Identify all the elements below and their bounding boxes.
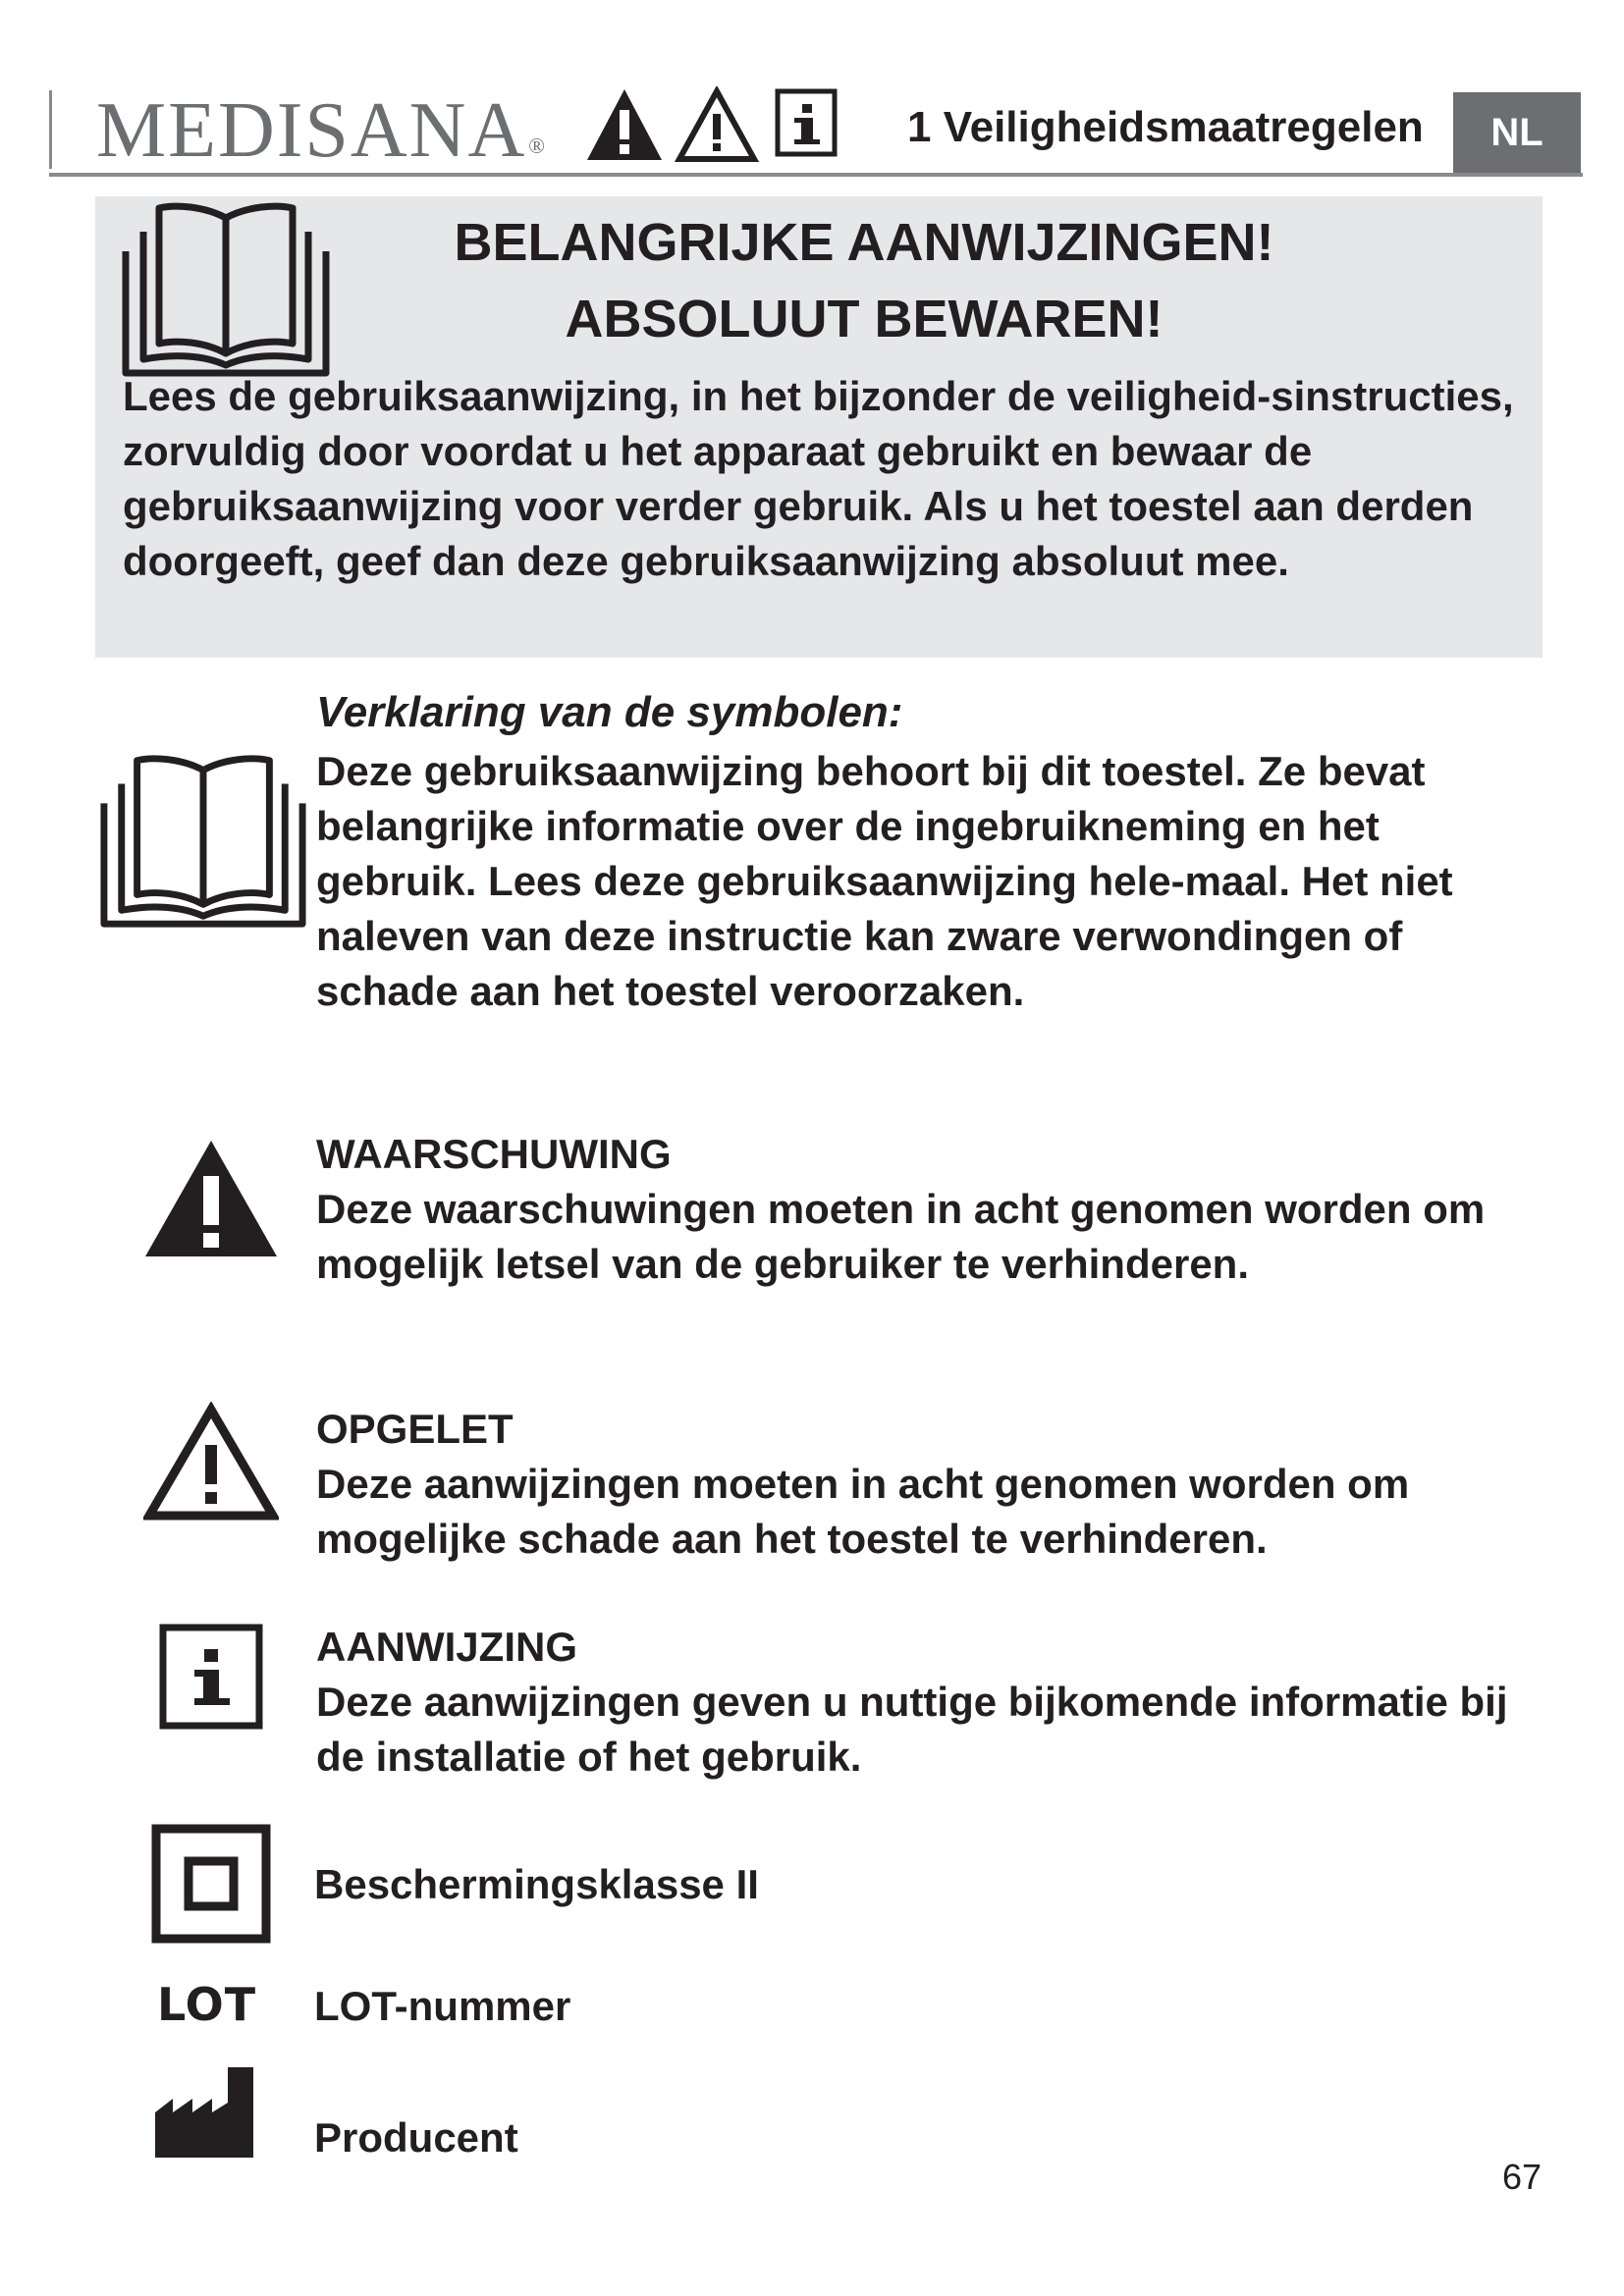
manufacturer-label: Producent bbox=[314, 2114, 518, 2161]
notice-heading-line2: ABSOLUUT BEWAREN! bbox=[565, 290, 1164, 348]
warning-filled-icon bbox=[587, 89, 662, 160]
warning-filled-icon bbox=[143, 1139, 279, 1258]
notice-body-text: Lees de gebruiksaanwijzing, in het bijzonder de veiligheid-sinstructies, zorvuldig door voordat u het apparaat gebruikt en bewaar de gebruiksaanwijzing voor verder gebruik. Als u het toestel aan derden doorgeeft, geef dan deze gebruiksaanwijzing absoluut mee. bbox=[123, 373, 1514, 584]
info-title: AANWIJZING bbox=[316, 1624, 577, 1670]
lot-label: LOT-nummer bbox=[314, 1983, 571, 2029]
lot-icon: LOT bbox=[157, 1978, 257, 2031]
notice-heading-line1: BELANGRIJKE AANWIJZINGEN! bbox=[454, 213, 1274, 272]
info-icon bbox=[778, 91, 835, 154]
chapter-title: 1 Veiligheidsmaatregelen bbox=[907, 103, 1424, 151]
manual-book-icon bbox=[118, 196, 334, 378]
symbols-heading: Verklaring van de symbolen: bbox=[316, 688, 903, 736]
caution-outline-icon bbox=[143, 1402, 279, 1522]
caution-title: OPGELET bbox=[316, 1406, 514, 1452]
language-tab: NL bbox=[1453, 92, 1581, 173]
info-description: Deze aanwijzingen geven u nuttige bijkomende informatie bij de installatie of het gebruik. bbox=[316, 1679, 1508, 1780]
info-icon bbox=[159, 1624, 263, 1730]
header-safety-icons bbox=[585, 86, 840, 163]
warning-title: WAARSCHUWING bbox=[316, 1131, 672, 1177]
caution-description: Deze aanwijzingen moeten in acht genomen worden om mogelijke schade aan het toestel te verhinderen. bbox=[316, 1461, 1410, 1562]
factory-icon bbox=[155, 2063, 253, 2158]
protection-class-label: Beschermingsklasse II bbox=[314, 1861, 759, 1907]
protection-class-ii-icon bbox=[151, 1824, 271, 1944]
warning-description: Deze waarschuwingen moeten in acht genomen worden om mogelijk letsel van de gebruiker te verhinderen. bbox=[316, 1186, 1486, 1287]
caution-outline-icon bbox=[679, 91, 754, 159]
manual-symbol-description: Deze gebruiksaanwijzing behoort bij dit toestel. Ze bevat belangrijke informatie over de ingebruikneming en het gebruik. Lees deze gebruiksaanwijzing hele-maal. Het niet naleven van deze instructie kan zware verwondingen of schade aan het toestel veroorzaken. bbox=[316, 748, 1453, 1014]
manual-book-icon bbox=[96, 748, 310, 930]
page-number: 67 bbox=[1502, 2157, 1543, 2197]
header-divider bbox=[49, 90, 52, 169]
brand-logo: MEDISANA® bbox=[96, 87, 547, 174]
